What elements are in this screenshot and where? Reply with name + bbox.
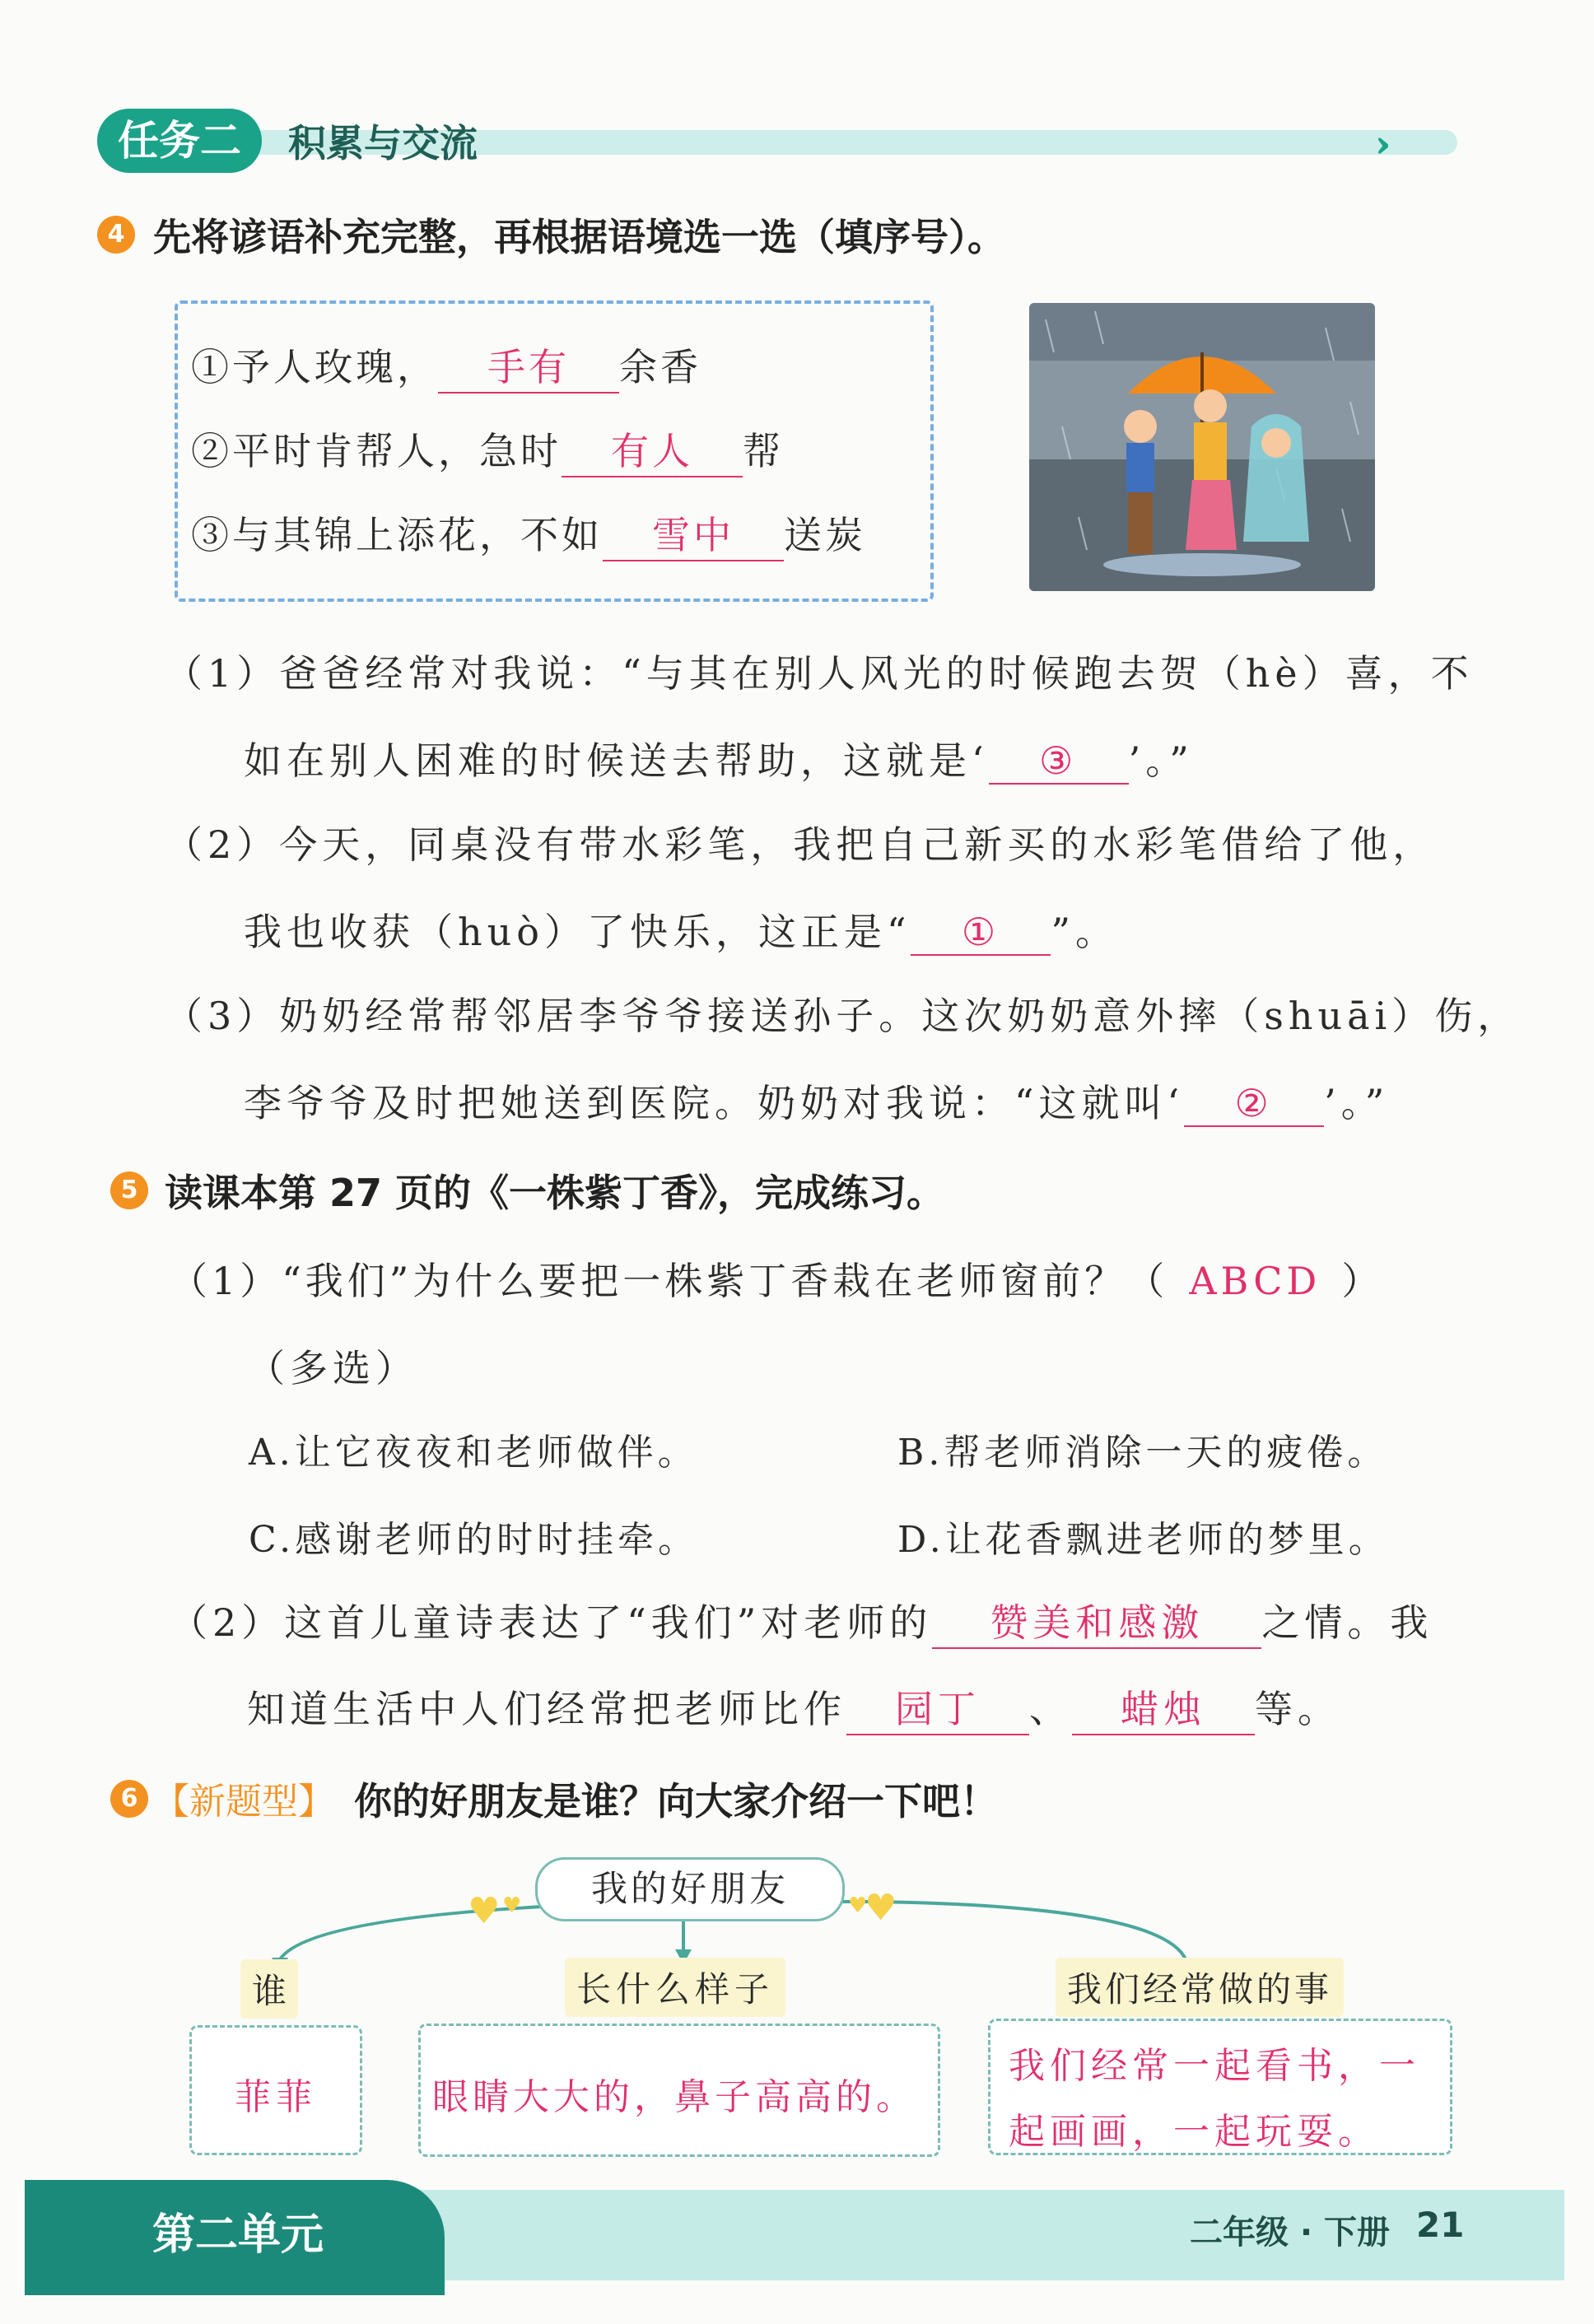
proverb-3-answer[interactable]: 雪中 [603, 505, 784, 561]
q5-sub2-end: 之情。我 [1261, 1600, 1433, 1645]
answer-activities-line1: 我们经常一起看书，一 [1009, 2045, 1420, 2087]
q5-sub1 [170, 1251, 1383, 1306]
proverb-1 [191, 338, 701, 394]
q4-prompt: 先将谚语补充完整，再根据语境选一选（填序号）。 [153, 215, 1005, 259]
proverb-3 [191, 505, 866, 561]
q4-item-2-answer[interactable]: ① [911, 910, 1051, 956]
grade-label: 二年级 · 下册 [1190, 2214, 1391, 2252]
q5-sub2-answer-3[interactable]: 蜡烛 [1072, 1679, 1255, 1735]
q5-sub1-note: （多选） [247, 1346, 418, 1390]
unit-title: 第二单元 [152, 2210, 324, 2260]
proverb-3-text: ③与其锦上添花，不如 [191, 513, 603, 557]
q5-sub2-line2-text: 知道生活中人们经常把老师比作 [247, 1687, 846, 1731]
option-a: A.让它夜夜和老师做伴。 [249, 1432, 698, 1474]
q4-item-2-text: 我也收获（huò）了快乐，这正是“ [244, 910, 911, 954]
section-title: 积累与交流 [288, 121, 478, 165]
q4-item-1-text: 如在别人困难的时候送去帮助，这就是‘ [244, 738, 989, 783]
double-chevron-icon: ›› [1375, 123, 1378, 165]
q5-sub2-answer[interactable]: 赞美和感激 [932, 1593, 1261, 1649]
label-appearance: 长什么样子 [565, 1958, 785, 2017]
question-number-5: 5 [110, 1171, 148, 1209]
q4-item-1-answer[interactable]: ③ [989, 738, 1129, 785]
proverb-1-text: ①予人玫瑰， [191, 345, 438, 389]
proverb-1-end: 余香 [619, 345, 701, 389]
answer-activities-line2: 起画画，一起玩耍。 [1009, 2111, 1379, 2153]
q4-item-3-text: 李爷爷及时把她送到医院。奶奶对我说：“这就叫‘ [244, 1081, 1185, 1125]
page-number: 21 [1416, 2205, 1465, 2245]
option-b: B.帮老师消除一天的疲倦。 [897, 1432, 1388, 1474]
proverb-2-end: 帮 [743, 429, 784, 473]
q5-sub2-separator: 、 [1029, 1687, 1072, 1731]
q5-sub2-text: （2）这首儿童诗表达了“我们”对老师的 [170, 1600, 933, 1645]
q5-sub1-answer[interactable]: ABCD [1189, 1259, 1321, 1303]
q4-item-3-end: ’。” [1324, 1081, 1390, 1125]
q4-item-3-line1: （3）奶奶经常帮邻居李爷爷接送孙子。这次奶奶意外摔（shuāi）伤， [165, 994, 1521, 1038]
proverb-3-end: 送炭 [784, 513, 866, 557]
question-number-4: 4 [97, 216, 135, 254]
q5-sub2-line2-end: 等。 [1255, 1687, 1340, 1731]
label-activities: 我们经常做的事 [1056, 1958, 1344, 2017]
question-number-6: 6 [110, 1780, 148, 1818]
q5-sub2-line2 [247, 1679, 1340, 1735]
proverb-1-answer[interactable]: 手有 [438, 338, 619, 394]
proverb-2 [191, 421, 784, 477]
heart-icon: ♥ [502, 1893, 522, 1918]
q6-prompt: 你的好朋友是谁？向大家介绍一下吧！ [354, 1779, 998, 1823]
q4-item-3-answer[interactable]: ② [1184, 1081, 1324, 1127]
label-who: 谁 [240, 1959, 298, 2019]
q5-sub1-question: （1）“我们”为什么要把一株紫丁香栽在老师窗前？（ [170, 1259, 1169, 1303]
answer-appearance: 眼睛大大的，鼻子高高的。 [432, 2076, 916, 2118]
option-c: C.感谢老师的时时挂牵。 [249, 1519, 699, 1561]
proverb-2-text: ②平时肯帮人，急时 [191, 429, 562, 473]
q4-item-3-line2 [244, 1074, 1389, 1128]
q4-item-2-line2 [244, 902, 1118, 957]
heart-icon: ♥ [848, 1893, 868, 1918]
q5-sub1-close: ） [1341, 1259, 1384, 1303]
heart-icon: ♥ [865, 1887, 897, 1929]
rain-umbrella-illustration [1029, 303, 1375, 591]
q5-prompt: 读课本第 27 页的《一株紫丁香》，完成练习。 [165, 1171, 945, 1215]
option-d: D.让花香飘进老师的梦里。 [897, 1519, 1389, 1561]
answer-box-who[interactable] [189, 2025, 362, 2155]
q5-sub2-answer-2[interactable]: 园丁 [846, 1679, 1029, 1735]
proverb-2-answer[interactable]: 有人 [562, 421, 743, 477]
q4-item-1-line2 [244, 731, 1194, 785]
task-badge: 任务二 [97, 109, 262, 173]
answer-box-appearance[interactable] [418, 2024, 940, 2157]
q4-item-1-line1: （1）爸爸经常对我说：“与其在别人风光的时候跑去贺（hè）喜，不 [165, 651, 1474, 696]
new-type-tag: 【新题型】 [153, 1781, 334, 1823]
q4-item-2-end: ”。 [1051, 910, 1118, 954]
mind-map-center: 我的好朋友 [535, 1857, 845, 1921]
answer-who: 菲菲 [235, 2076, 317, 2118]
answer-box-activities[interactable] [988, 2019, 1452, 2155]
q4-item-1-end: ’。” [1128, 738, 1194, 783]
q4-item-2-line1: （2）今天，同桌没有带水彩笔，我把自己新买的水彩笔借给了他， [165, 822, 1436, 867]
q5-sub2-line1 [170, 1593, 1433, 1649]
